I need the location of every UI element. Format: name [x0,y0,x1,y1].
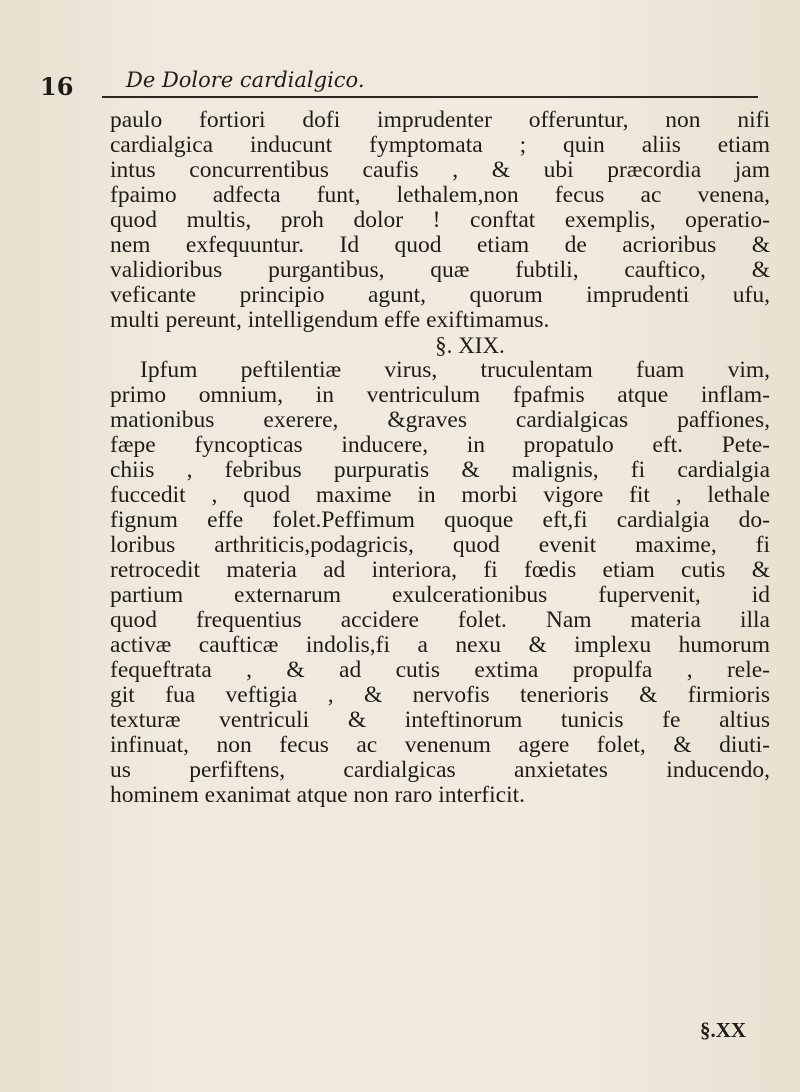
text-line: fequeftrata , & ad cutis extima propulfa , rele- [110,658,770,683]
header-rule [102,96,758,98]
text-line: hominem exanimat atque non raro interficit. [110,783,526,808]
text-line: primo omnium, in ventriculum fpafmis atque inflam- [110,383,770,408]
text-line: mationibus exerere, &graves cardialgicas paffiones, [110,408,770,433]
section-heading: §. XIX. [435,333,505,358]
page-header [40,58,760,101]
text-line: chiis , febribus purpuratis & malignis, fi cardialgia [110,458,770,483]
text-line: loribus arthriticis,podagricis, quod evenit maxime, fi [110,533,770,558]
text-line: validioribus purgantibus, quæ fubtili, cauftico, & [110,258,770,283]
text-line: activæ caufticæ indolis,fi a nexu & implexu humorum [110,633,770,658]
text-line: multi pereunt, intelligendum effe exiftimamus. [110,308,550,333]
text-line: cardialgica inducunt fymptomata ; quin aliis etiam [110,133,770,158]
text-line: fuccedit , quod maxime in morbi vigore fit , lethale [110,483,770,508]
text-line: intus concurrentibus caufis , & ubi præcordia jam [110,158,770,183]
text-line: infinuat, non fecus ac venenum agere folet, & diuti- [110,733,770,758]
text-line: nem exfequuntur. Id quod etiam de acrioribus & [110,233,770,258]
body-text [110,108,770,808]
text-line: Ipfum peftilentiæ virus, truculentam fuam vim, [140,358,770,383]
text-line: veficante principio agunt, quorum imprudenti ufu, [110,283,770,308]
text-line: fæpe fyncopticas inducere, in propatulo eft. Pete- [110,433,770,458]
text-line: git fua veftigia , & nervofis tenerioris & firmioris [110,683,770,708]
text-line: paulo fortiori dofi imprudenter offeruntur, non nifi [110,108,770,133]
page-number: 16 [40,72,74,101]
text-line: quod frequentius accidere folet. Nam materia illa [110,608,770,633]
catchword: §.XX [700,1018,747,1042]
text-line: retrocedit materia ad interiora, fi fœdis etiam cutis & [110,558,770,583]
text-line: texturæ ventriculi & inteftinorum tunicis fe altius [110,708,770,733]
text-line: fpaimo adfecta funt, lethalem,non fecus ac venena, [110,183,770,208]
text-line: quod multis, proh dolor ! conftat exemplis, operatio- [110,208,770,233]
text-line: us perfiftens, cardialgicas anxietates inducendo, [110,758,770,783]
text-line: fignum effe folet.Peffimum quoque eft,fi cardialgia do- [110,508,770,533]
text-line: partium externarum exulcerationibus fupervenit, id [110,583,770,608]
running-head: De Dolore cardialgico. [126,68,365,92]
